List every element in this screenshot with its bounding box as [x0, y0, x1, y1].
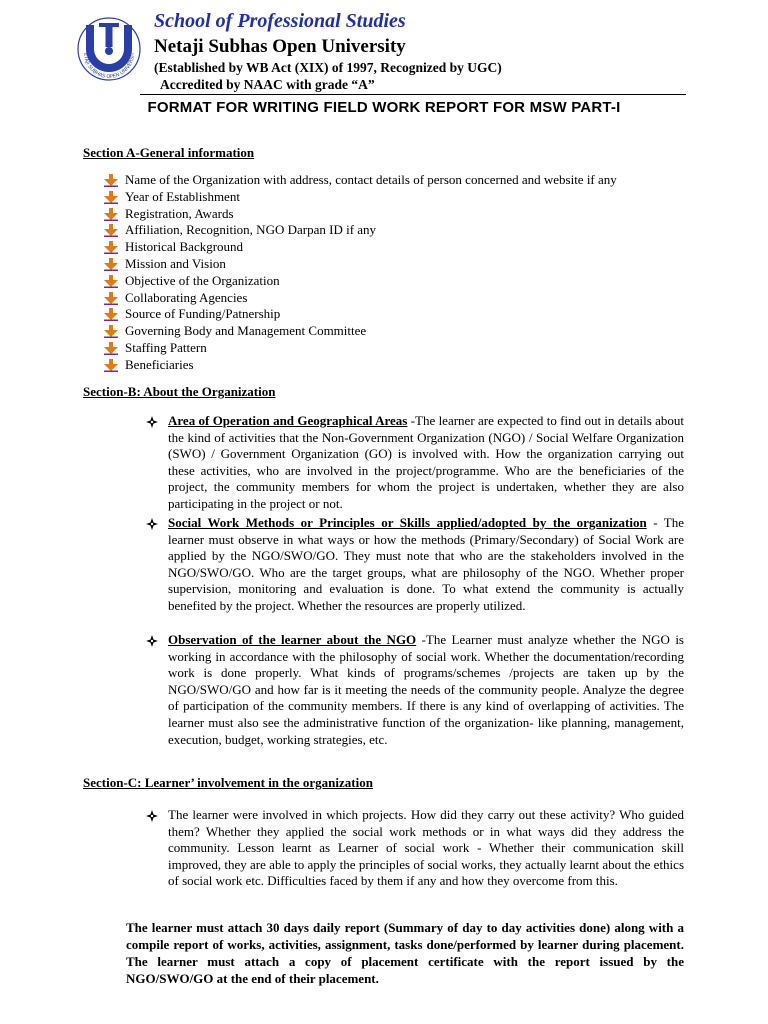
header-divider	[140, 94, 686, 95]
arrow-bullet-icon	[104, 241, 118, 254]
list-item	[104, 206, 617, 223]
list-item-text: Objective of the Organization	[125, 272, 280, 288]
arrow-bullet-icon	[104, 258, 118, 271]
arrow-bullet-icon	[104, 208, 118, 221]
letterhead	[154, 8, 714, 93]
arrow-bullet-icon	[104, 191, 118, 204]
list-item-text: Collaborating Agencies	[125, 289, 248, 305]
arrow-bullet-icon	[104, 308, 118, 321]
section-a-heading: Section A-General information	[83, 145, 255, 160]
section-c-heading: Section-C: Learner’ involvement in the organization	[83, 775, 373, 790]
list-item	[104, 273, 617, 290]
item-text: -The learner are expected to find out in details about the kind of activities that the Non-Government Organization (NGO) / Social Welfare Organization (SWO) / Government Organization (GO) is involved with. How the organization carrying out these activities, who are involved in the project/programme. Who are the beneficiaries of the project, the community members for whom the project is undertaken, whether they are also participating in the project or not.	[168, 413, 684, 511]
list-item-text: Year of Establishment	[125, 188, 240, 204]
list-item-text: Registration, Awards	[125, 205, 234, 221]
list-item-text: Mission and Vision	[125, 255, 226, 271]
university-name: Netaji Subhas Open University	[154, 36, 406, 57]
diamond-bullet-icon	[146, 632, 160, 647]
school-name: School of Professional Studies	[154, 10, 406, 32]
closing-note: The learner must attach 30 days daily report (Summary of day to day activities done) along with a compile report of works, activities, assignment, tasks done/performed by learner during placement. The learner must attach a copy of placement certificate with the report issued by the NGO/SWO/GO at the end of their placement.	[126, 920, 684, 986]
nsou-emblem-icon	[72, 15, 146, 87]
section-b-item	[146, 515, 684, 615]
item-text: -The Learner must analyze whether the NGO is working in accordance with the philosophy of social work. Whether the documentation/recording work is done properly. What kinds of programs/schemes /projects are taken up by the NGO/SWO/GO and how far is it meeting the needs of the community people. Analyze the degree of participation of the community members. If there is any kind of overlapping of activities. The learner must also see the administrative function of the organization- like planning, management, execution, budget, working strategies, etc.	[168, 632, 684, 747]
item-lead: Observation of the learner about the NGO	[168, 632, 417, 647]
list-item	[104, 290, 617, 307]
list-item	[104, 222, 617, 239]
list-item	[104, 172, 617, 189]
diamond-bullet-icon	[146, 413, 160, 428]
arrow-bullet-icon	[104, 325, 118, 338]
arrow-bullet-icon	[104, 359, 118, 372]
item-lead: Social Work Methods or Principles or Skills applied/adopted by the organization	[168, 515, 647, 530]
page-title: FORMAT FOR WRITING FIELD WORK REPORT FOR MSW PART-I	[147, 99, 621, 116]
list-item-text: Source of Funding/Patnership	[125, 306, 281, 322]
list-item	[104, 340, 617, 357]
list-item-text: Affiliation, Recognition, NGO Darpan ID if any	[125, 222, 377, 238]
list-item-text: Beneficiaries	[125, 356, 194, 372]
arrow-bullet-icon	[104, 224, 118, 237]
arrow-bullet-icon	[104, 275, 118, 288]
item-lead: Area of Operation and Geographical Areas	[168, 413, 408, 428]
list-item-text: Name of the Organization with address, contact details of person concerned and website if any	[125, 172, 617, 187]
diamond-bullet-icon	[146, 515, 160, 530]
university-logo	[72, 15, 146, 87]
accreditation-line: Accredited by NAAC with grade “A”	[160, 77, 375, 92]
section-a-list	[104, 172, 617, 374]
list-item	[104, 256, 617, 273]
establishment-line: (Established by WB Act (XIX) of 1997, Recognized by UGC)	[154, 60, 502, 75]
list-item	[104, 189, 617, 206]
list-item	[104, 239, 617, 256]
arrow-bullet-icon	[104, 342, 118, 355]
section-b-item	[146, 632, 684, 748]
item-text: - The learner must observe in what ways or how the methods (Primary/Secondary) of Social Work are applied by the NGO/SWO/GO. They must note that who are the stakeholders involved in the NGO/SWO/GO. Who are the target groups, what are philosophy of the NGO. Whether proper supervision, monitoring and evaluation is done. To what extend the community is actually benefited by the project. Whether the resources are properly utilized.	[168, 515, 684, 613]
section-b-item	[146, 413, 684, 513]
list-item	[104, 357, 617, 374]
list-item-text: Staffing Pattern	[125, 339, 207, 355]
section-c-item	[146, 807, 684, 890]
section-b-heading: Section-B: About the Organization	[83, 384, 276, 399]
arrow-bullet-icon	[104, 174, 118, 187]
arrow-bullet-icon	[104, 292, 118, 305]
list-item-text: Historical Background	[125, 239, 244, 255]
item-text: The learner were involved in which projects. How did they carry out these activity? Who guided them? Whether they applied the social work methods or in what ways did they address the community. Lesson learnt as Learner of social work - Whether their communication skill improved, they are able to apply the principles of social works, they actually learnt about the ethics of social work etc. Difficulties faced by them if any and how they overcome from this.	[168, 807, 684, 889]
list-item	[104, 323, 617, 340]
logo-lettering: ETAJI SUBHAS OPEN UNIVERSIT	[81, 52, 137, 81]
list-item	[104, 306, 617, 323]
diamond-bullet-icon	[146, 807, 160, 822]
list-item-text: Governing Body and Management Committee	[125, 323, 367, 339]
